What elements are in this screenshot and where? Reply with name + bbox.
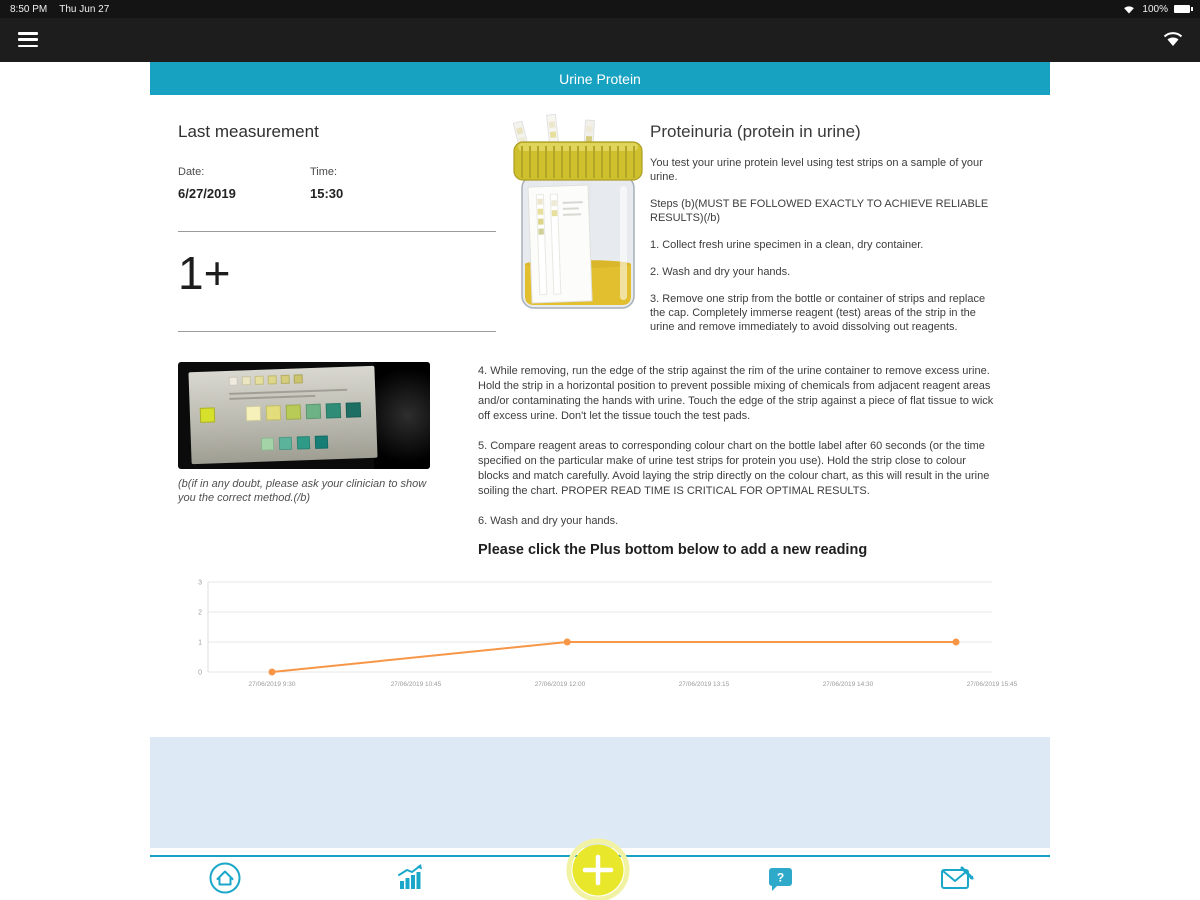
colour-swatch (261, 437, 274, 450)
svg-text:0: 0 (198, 669, 202, 677)
status-date: Thu Jun 27 (59, 3, 110, 15)
article-intro-column (650, 156, 995, 347)
step-paragraph: 4. While removing, run the edge of the strip against the rim of the urine container to remove excess urine. Hold the strip in a horizontal position to prevent possible mixing of chemicals from adjacent reagent areas and/or contaminating the hands with urine. Touch the edge of the strip against a piece of flat tissue to wick off excess urine. Don't let the tissue touch the test pads. (478, 365, 994, 422)
colour-chart-row (229, 374, 303, 386)
svg-text:3: 3 (198, 579, 202, 587)
chat-icon (762, 860, 798, 896)
wifi-icon (1122, 4, 1136, 14)
date-value: 6/27/2019 (178, 186, 236, 201)
nav-statistics-button[interactable] (390, 858, 430, 898)
colour-swatch (294, 374, 303, 383)
colour-swatch (346, 402, 362, 418)
plus-icon (566, 838, 630, 900)
urine-container-photo (492, 112, 662, 322)
clinician-note: (b(if in any doubt, please ask your clinician to show you the correct method.(/b) (178, 478, 427, 504)
status-bar (0, 0, 1200, 18)
step-paragraph: 2. Wash and dry your hands. (650, 266, 791, 278)
bottom-info-panel (150, 737, 1050, 848)
time-value: 15:30 (310, 186, 344, 201)
colour-swatch (281, 375, 290, 384)
mail-compose-icon (938, 860, 976, 896)
test-strip-colour-chart-photo (178, 362, 430, 469)
photo-background (374, 362, 430, 469)
status-right (1122, 4, 1190, 15)
label-text-line (229, 395, 315, 400)
date-label: Date: (178, 166, 205, 178)
step-paragraph: 1. Collect fresh urine specimen in a clean, dry container. (650, 239, 924, 251)
label-text-line (229, 389, 347, 395)
last-measurement-heading: Last measurement (178, 122, 319, 141)
article-intro: You test your urine protein level using test strips on a sample of your urine. (650, 157, 983, 183)
status-time: 8:50 PM (10, 3, 48, 15)
battery-percent: 100% (1142, 3, 1168, 15)
colour-swatch (306, 404, 322, 420)
add-reading-button[interactable] (566, 838, 630, 900)
readings-line-chart (186, 574, 1018, 698)
nav-home-button[interactable] (205, 858, 245, 898)
article-steps-column (478, 364, 994, 544)
colour-swatch (286, 404, 302, 420)
colour-chart-row (261, 435, 328, 450)
wifi-indicator-icon[interactable] (1162, 30, 1184, 48)
colour-chart-label (188, 366, 377, 464)
article-title: Proteinuria (protein in urine) (650, 122, 861, 141)
svg-text:27/06/2019 13:15: 27/06/2019 13:15 (678, 681, 730, 688)
last-reading-value: 1+ (178, 247, 231, 299)
home-icon (207, 860, 243, 896)
colour-swatch (266, 405, 282, 421)
steps-heading: Steps (b)(MUST BE FOLLOWED EXACTLY TO ACHIEVE RELIABLE RESULTS)(/b) (650, 198, 989, 224)
page-title: Urine Protein (559, 70, 641, 87)
battery-icon (1174, 5, 1190, 13)
time-label: Time: (310, 166, 338, 178)
steps-4-6 (478, 364, 994, 529)
app-bar (0, 18, 1200, 62)
colour-swatch (255, 376, 264, 385)
jar-label (528, 185, 592, 303)
page-title-bar (150, 62, 1050, 95)
colour-swatch (326, 403, 342, 419)
svg-text:1: 1 (198, 639, 202, 647)
colour-swatch (229, 377, 238, 386)
colour-swatch (268, 375, 277, 384)
divider (178, 331, 496, 332)
step-paragraph: 5. Compare reagent areas to corresponding colour chart on the bottle label after 60 seconds (or the time specified on the particular make of urine test strips for protein you use). Hold the strip close to colour blocks and match carefully. Avoid laying the strip directly on the colour chart, as this will result in the urine soiling the chart. PROPER READ TIME IS CRITICAL FOR OPTIMAL RESULTS. (478, 440, 990, 497)
svg-text:27/06/2019 10:45: 27/06/2019 10:45 (390, 681, 442, 688)
step-paragraph: 6. Wash and dry your hands. (478, 515, 619, 527)
step-paragraph: 3. Remove one strip from the bottle or container of strips and replace the cap. Completely immerse reagent (test) areas of the strip in the urine and remove immediately to avoid dissolving out reagents. (650, 293, 986, 333)
menu-button[interactable] (18, 32, 38, 47)
svg-text:?: ? (776, 870, 785, 885)
chart-canvas (186, 574, 1018, 698)
nav-mail-button[interactable] (937, 858, 977, 898)
svg-text:2: 2 (198, 609, 202, 617)
svg-text:27/06/2019 14:30: 27/06/2019 14:30 (822, 681, 874, 688)
divider (178, 231, 496, 232)
svg-text:27/06/2019 15:45: 27/06/2019 15:45 (966, 681, 1018, 688)
svg-text:27/06/2019 9:30: 27/06/2019 9:30 (248, 681, 296, 688)
colour-swatch (297, 436, 310, 449)
bar-chart-icon (392, 860, 428, 896)
colour-chart-row (246, 402, 361, 421)
add-reading-instruction: Please click the Plus bottom below to add a new reading (478, 542, 868, 558)
nav-messages-button[interactable] (760, 858, 800, 898)
protein-reference-swatch (200, 407, 216, 423)
svg-text:27/06/2019 12:00: 27/06/2019 12:00 (534, 681, 586, 688)
steps-1-3 (650, 238, 995, 334)
colour-swatch (315, 435, 328, 448)
status-left (10, 4, 109, 15)
colour-swatch (279, 437, 292, 450)
colour-swatch (242, 376, 251, 385)
colour-swatch (246, 406, 262, 422)
